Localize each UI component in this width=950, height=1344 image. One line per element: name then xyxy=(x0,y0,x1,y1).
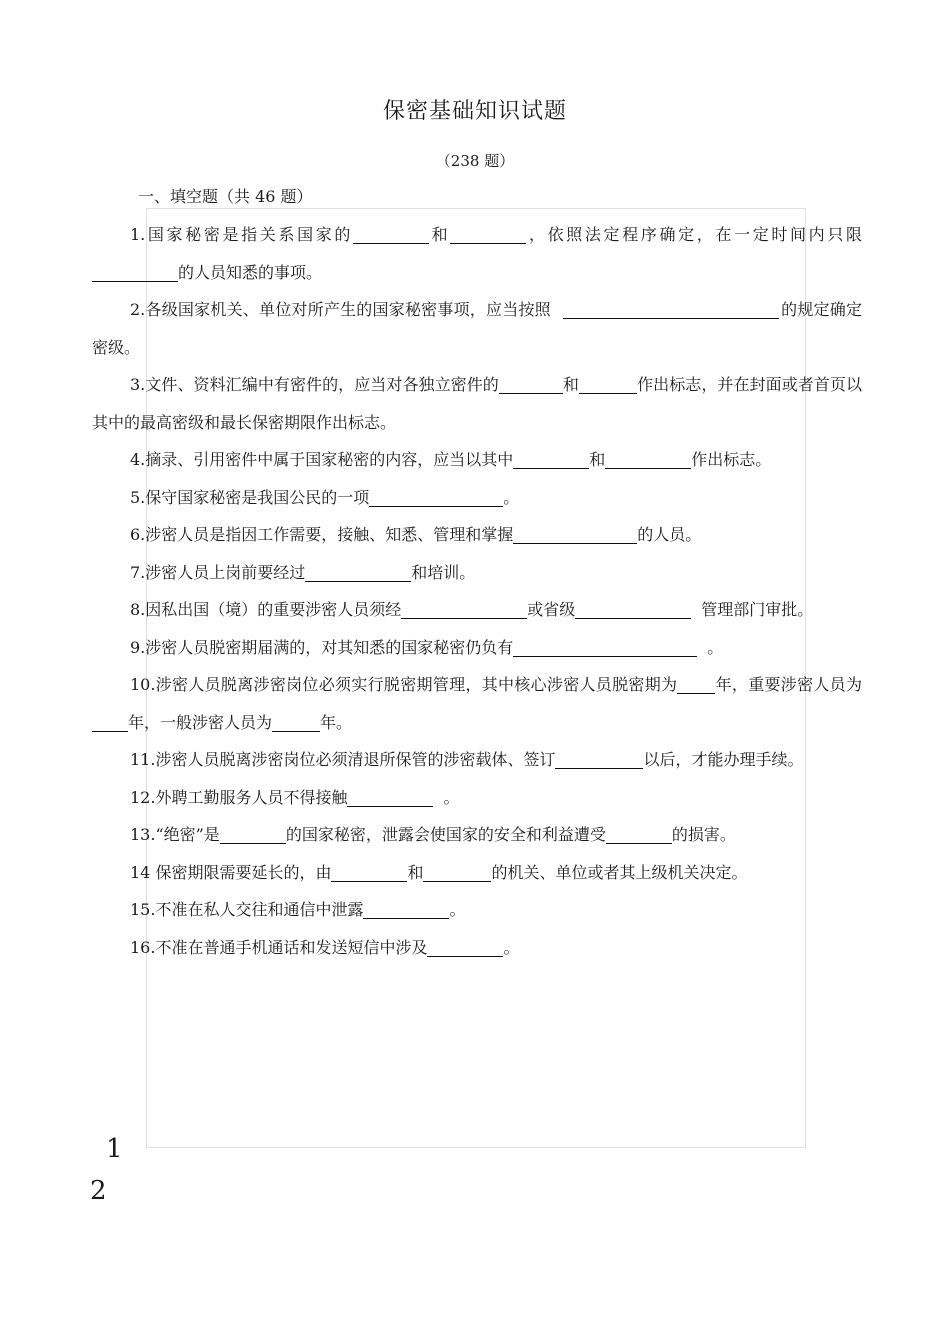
question-11 xyxy=(92,741,862,779)
question-text: 10.涉密人员脱离涉密岗位必须实行脱密期管理，其中核心涉密人员脱密期为 xyxy=(130,675,678,694)
question-text: 。 xyxy=(443,787,460,807)
question-text: 的人员。 xyxy=(637,525,702,544)
question-8 xyxy=(92,591,862,629)
answer-blank xyxy=(575,596,691,619)
answer-blank xyxy=(513,634,697,657)
question-16 xyxy=(92,929,862,967)
answer-blank xyxy=(347,784,433,807)
answer-blank xyxy=(513,521,637,544)
question-count: （238 题） xyxy=(435,152,515,170)
document-title: 保密基础知识试题 xyxy=(382,99,567,124)
question-text: 16.不准在普通手机通话和发送短信中涉及 xyxy=(130,937,428,957)
question-text: 的机关、单位或者其上级机关决定。 xyxy=(491,862,748,882)
question-text: ，依照法定程序确定，在一定时间内只限 xyxy=(526,225,862,244)
question-text: 年。 xyxy=(320,712,353,732)
question-text: 11.涉密人员脱离涉密岗位必须清退所保管的涉密载体、签订 xyxy=(130,750,556,769)
question-text: 以后，才能办理手续。 xyxy=(643,750,804,769)
question-text: 管理部门审批。 xyxy=(701,600,814,619)
answer-blank xyxy=(450,221,526,244)
question-15 xyxy=(92,891,862,929)
answer-blank xyxy=(427,934,503,957)
question-text: 和 xyxy=(562,375,579,394)
question-1 xyxy=(92,216,862,291)
question-13 xyxy=(92,816,862,854)
answer-blank xyxy=(305,559,411,582)
answer-blank xyxy=(353,221,429,244)
answer-blank xyxy=(563,296,779,319)
answer-blank xyxy=(369,484,503,507)
page-number-1: 1 xyxy=(106,1134,123,1164)
question-text: 作出标志。 xyxy=(691,450,772,469)
answer-blank xyxy=(331,859,407,882)
question-text: 和培训。 xyxy=(411,562,476,582)
question-text: 12.外聘工勤服务人员不得接触 xyxy=(130,787,348,807)
answer-blank xyxy=(555,746,643,769)
question-12 xyxy=(92,779,862,817)
question-4 xyxy=(92,441,862,479)
question-text: 的国家秘密，泄露会使国家的安全和利益遭受 xyxy=(285,825,606,844)
page-number-2: 2 xyxy=(90,1176,107,1206)
question-text: 8.因私出国（境）的重要涉密人员须经 xyxy=(130,600,402,619)
answer-blank xyxy=(605,446,691,469)
question-text: 2.各级国家机关、单位对所产生的国家秘密事项，应当按照 xyxy=(130,300,551,319)
question-text: 和 xyxy=(407,862,424,882)
section-heading: 一、填空题（共 46 题） xyxy=(138,187,313,206)
question-text: 1.国家秘密是指关系国家的 xyxy=(130,225,354,244)
question-text: 7.涉密人员上岗前要经过 xyxy=(130,562,306,582)
question-text: 作出标志，并在封面或者首页以其中的最高密级和最长保密期限作出标志。 xyxy=(92,375,862,432)
answer-blank xyxy=(363,896,449,919)
answer-blank xyxy=(92,709,128,732)
question-text: 14 保密期限需要延长的，由 xyxy=(130,862,332,882)
answer-blank xyxy=(677,671,715,694)
question-text: 的规定确定密级。 xyxy=(92,300,862,357)
answer-blank xyxy=(579,371,637,394)
question-text: 13.“绝密”是 xyxy=(130,825,220,844)
answer-blank xyxy=(92,259,178,282)
question-text: 。 xyxy=(707,637,724,657)
answer-blank xyxy=(401,596,527,619)
question-text: 的损害。 xyxy=(671,825,736,844)
question-text: 和 xyxy=(429,225,451,244)
question-list xyxy=(92,216,862,966)
question-2 xyxy=(92,291,862,366)
question-9 xyxy=(92,629,862,667)
question-3 xyxy=(92,366,862,441)
question-text: 年，一般涉密人员为 xyxy=(128,712,273,732)
question-text: 。 xyxy=(503,937,520,957)
question-5 xyxy=(92,479,862,517)
question-text: 。 xyxy=(503,487,520,507)
question-10 xyxy=(92,666,862,741)
question-text: 年，重要涉密人员为 xyxy=(715,675,862,694)
question-text: 5.保守国家秘密是我国公民的一项 xyxy=(130,487,370,507)
question-7 xyxy=(92,554,862,592)
answer-blank xyxy=(423,859,491,882)
question-text: 15.不准在私人交往和通信中泄露 xyxy=(130,900,364,919)
question-text: 9.涉密人员脱密期届满的，对其知悉的国家秘密仍负有 xyxy=(130,637,514,657)
answer-blank xyxy=(499,371,563,394)
answer-blank xyxy=(272,709,320,732)
answer-blank xyxy=(513,446,589,469)
answer-blank xyxy=(606,821,672,844)
question-text: 6.涉密人员是指因工作需要，接触、知悉、管理和掌握 xyxy=(130,525,514,544)
question-text: 或省级 xyxy=(527,600,576,619)
question-text: 3.文件、资料汇编中有密件的，应当对各独立密件的 xyxy=(130,375,499,394)
question-text: 4.摘录、引用密件中属于国家秘密的内容，应当以其中 xyxy=(130,450,514,469)
question-14 xyxy=(92,854,862,892)
question-text: 的人员知悉的事项。 xyxy=(178,262,323,282)
question-6 xyxy=(92,516,862,554)
question-text: 和 xyxy=(589,450,606,469)
question-text: 。 xyxy=(449,900,466,919)
answer-blank xyxy=(220,821,286,844)
